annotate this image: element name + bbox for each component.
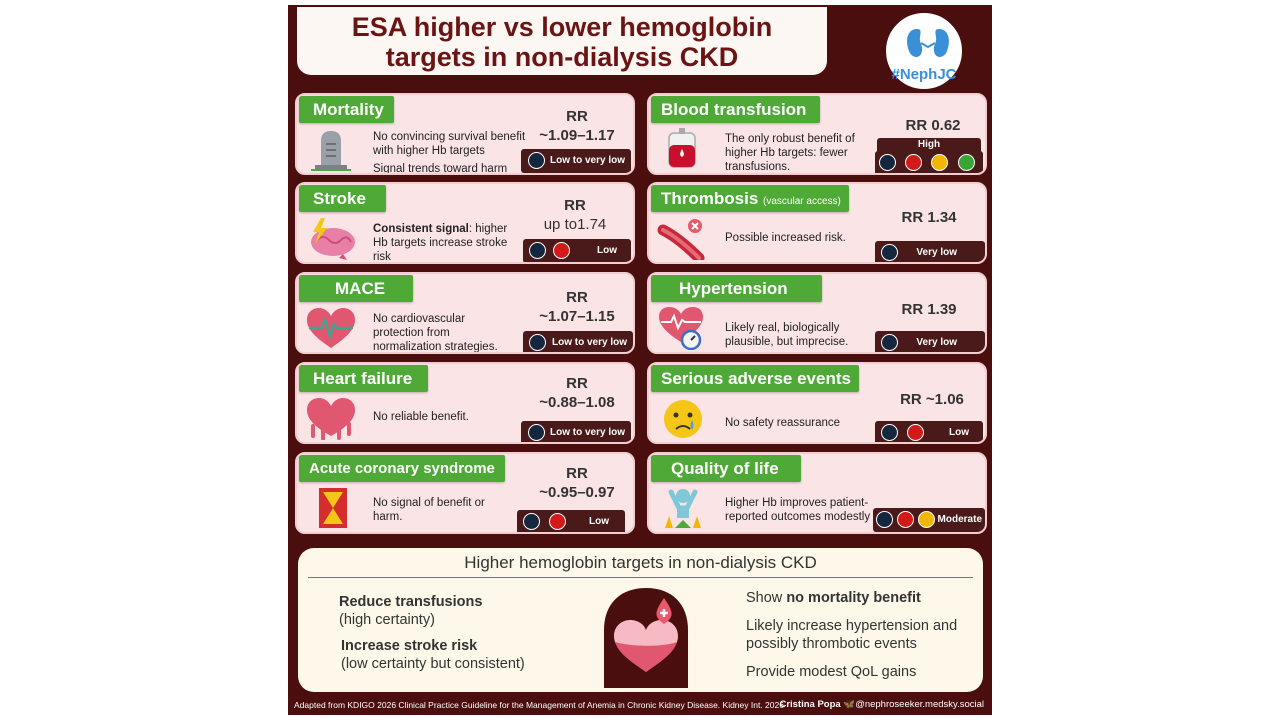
certainty-dot [553, 242, 570, 259]
certainty-dot [529, 334, 546, 351]
desc-line: Signal trends toward harm [373, 163, 508, 175]
rr-label: RR [566, 375, 588, 392]
card-title: Quality of life [651, 455, 801, 482]
title-line-2: targets in non-dialysis CKD [385, 42, 739, 72]
risk-ratio: RR 0.62 [905, 117, 961, 134]
card-subtitle: (vascular access) [763, 196, 841, 207]
summary-certainty: (high certainty) [339, 612, 435, 628]
card-heart-failure [295, 362, 635, 444]
rr-label: RR [566, 465, 588, 482]
certainty-dot [958, 154, 975, 171]
card-title: Blood transfusion [651, 96, 820, 123]
certainty-badge [517, 510, 625, 534]
certainty-dot [907, 424, 924, 441]
card-title: Stroke [299, 185, 386, 212]
rr-value: ~1.09–1.17 [539, 127, 615, 144]
desc-line: No convincing survival benefit [373, 131, 526, 143]
desc-line: protection from [373, 327, 450, 339]
desc-line: risk [373, 251, 391, 263]
card-title: Hypertension [651, 275, 822, 302]
card-acs [295, 452, 635, 534]
tombstone-icon [303, 127, 359, 171]
certainty-badge [523, 239, 631, 263]
infographic [288, 5, 992, 715]
certainty-label: Low [949, 427, 969, 438]
author-name: Cristina Popa [779, 699, 841, 710]
rr-label: RR [566, 289, 588, 306]
certainty-badge [875, 241, 985, 264]
certainty-badge [521, 149, 631, 173]
title-box [297, 7, 827, 75]
certainty-dot [549, 513, 566, 530]
summary-panel [298, 548, 983, 692]
risk-ratio [527, 107, 627, 145]
summary-point: Provide modest QoL gains [746, 664, 917, 680]
certainty-dot [881, 244, 898, 261]
butterfly-icon: 🦋 [843, 699, 856, 710]
card-title: Heart failure [299, 365, 428, 392]
desc-line: Higher Hb improves patient- [725, 497, 869, 509]
certainty-label: Low [597, 245, 617, 256]
summary-point: Reduce transfusions [339, 594, 483, 610]
brain-lightning-icon [303, 216, 359, 260]
certainty-dot [918, 511, 935, 528]
kidney-icon [905, 25, 951, 65]
certainty-label: Moderate [937, 514, 982, 525]
certainty-badge [875, 421, 983, 444]
card-title-text: Thrombosis [661, 189, 759, 208]
desc-line: : higher [468, 223, 508, 235]
crying-face-icon [655, 396, 711, 440]
certainty-dot [881, 424, 898, 441]
card-quality-of-life [647, 452, 987, 534]
rr-label: RR [564, 197, 586, 214]
heart-blood-drop-icon [598, 584, 694, 688]
summary-point: Increase stroke risk [341, 638, 478, 654]
certainty-dot [879, 154, 896, 171]
footer [288, 696, 992, 715]
risk-ratio: RR 1.39 [901, 301, 957, 318]
certainty-dot [905, 154, 922, 171]
desc-line: No cardiovascular [373, 313, 466, 325]
blood-bag-icon [655, 127, 711, 171]
certainty-dot [523, 513, 540, 530]
card-title [651, 185, 849, 212]
card-title: Mortality [299, 96, 394, 123]
desc-line: Possible increased risk. [725, 232, 846, 244]
certainty-dot [528, 424, 545, 441]
certainty-dot [881, 334, 898, 351]
risk-ratio [519, 464, 635, 502]
risk-ratio: RR ~1.06 [900, 391, 964, 408]
rr-value: up to1.74 [543, 216, 607, 233]
citation: Adapted from KDIGO 2026 Clinical Practice Guideline for the Management of Anemia in Chronic Kidney Disease. Kidney Int. 2026 [294, 700, 784, 710]
melting-heart-icon [303, 396, 359, 440]
summary-point-bold: no mortality benefit [786, 590, 921, 606]
risk-ratio: RR 1.34 [901, 209, 957, 226]
certainty-dot [897, 511, 914, 528]
blood-vessel-icon [655, 216, 711, 260]
certainty-label: Low to very low [549, 155, 625, 166]
certainty-dot [528, 152, 545, 169]
nephjc-logo [882, 9, 966, 93]
certainty-dot [931, 154, 948, 171]
desc-line: The only robust benefit of [725, 133, 855, 145]
desc-bold: Consistent signal [373, 223, 469, 235]
certainty-badge [875, 151, 983, 175]
hourglass-icon [303, 486, 359, 530]
certainty-label: Low to very low [551, 337, 627, 348]
logo-text: #NephJC [891, 66, 957, 83]
summary-point: Likely increase hypertension and [746, 618, 958, 634]
desc-line: No signal of benefit or [373, 497, 485, 509]
heart-pulse-icon [303, 306, 359, 350]
desc-line: harm. [373, 511, 403, 523]
rr-value: ~1.07–1.15 [539, 308, 615, 325]
card-hypertension [647, 272, 987, 354]
desc-line: Hb targets increase stroke [373, 237, 508, 249]
certainty-badge [873, 508, 985, 532]
desc-line: plausible, but imprecise. [725, 336, 849, 348]
rr-value: ~0.88–1.08 [539, 394, 615, 411]
desc-line: higher Hb targets: fewer [725, 147, 848, 159]
desc-line: No reliable benefit. [373, 411, 469, 423]
card-thrombosis [647, 182, 987, 264]
risk-ratio [519, 374, 635, 412]
certainty-label: Low to very low [549, 427, 625, 438]
card-stroke [295, 182, 635, 264]
title-line-1: ESA higher vs lower hemoglobin [351, 12, 773, 42]
desc-line: Likely real, biologically [725, 322, 840, 334]
heart-gauge-icon [655, 306, 711, 350]
summary-title: Higher hemoglobin targets in non-dialysis CKD [464, 553, 817, 572]
risk-ratio [525, 196, 625, 234]
certainty-dot [876, 511, 893, 528]
certainty-badge [875, 331, 985, 354]
author-credit [779, 699, 984, 710]
certainty-badge [523, 331, 633, 354]
certainty-label: Very low [916, 247, 957, 258]
certainty-label: Very low [916, 337, 957, 348]
desc-line: reported outcomes modestly [725, 511, 871, 523]
rr-value: ~0.95–0.97 [539, 484, 615, 501]
card-blood-transfusion [647, 93, 987, 175]
certainty-dot [529, 242, 546, 259]
happy-person-icon [655, 486, 711, 530]
desc-line: with higher Hb targets [373, 145, 485, 157]
card-title: Serious adverse events [651, 365, 859, 392]
certainty-label: Low [589, 516, 609, 527]
card-mace [295, 272, 635, 354]
summary-certainty: (low certainty but consistent) [341, 656, 525, 672]
summary-point: possibly thrombotic events [746, 636, 917, 652]
risk-ratio [527, 288, 627, 326]
summary-point: Show [746, 590, 787, 606]
certainty-label: High [877, 138, 981, 152]
card-mortality [295, 93, 635, 175]
desc-line: transfusions. [725, 161, 791, 173]
rr-label: RR [566, 108, 588, 125]
author-handle: @nephroseeker.medsky.social [855, 699, 984, 710]
desc-line: normalization strategies. [373, 341, 498, 353]
card-title: Acute coronary syndrome [299, 455, 505, 482]
card-title: MACE [299, 275, 413, 302]
certainty-badge [521, 421, 631, 444]
summary-divider [308, 577, 973, 578]
desc-line: No safety reassurance [725, 417, 841, 429]
card-serious-adverse-events [647, 362, 987, 444]
